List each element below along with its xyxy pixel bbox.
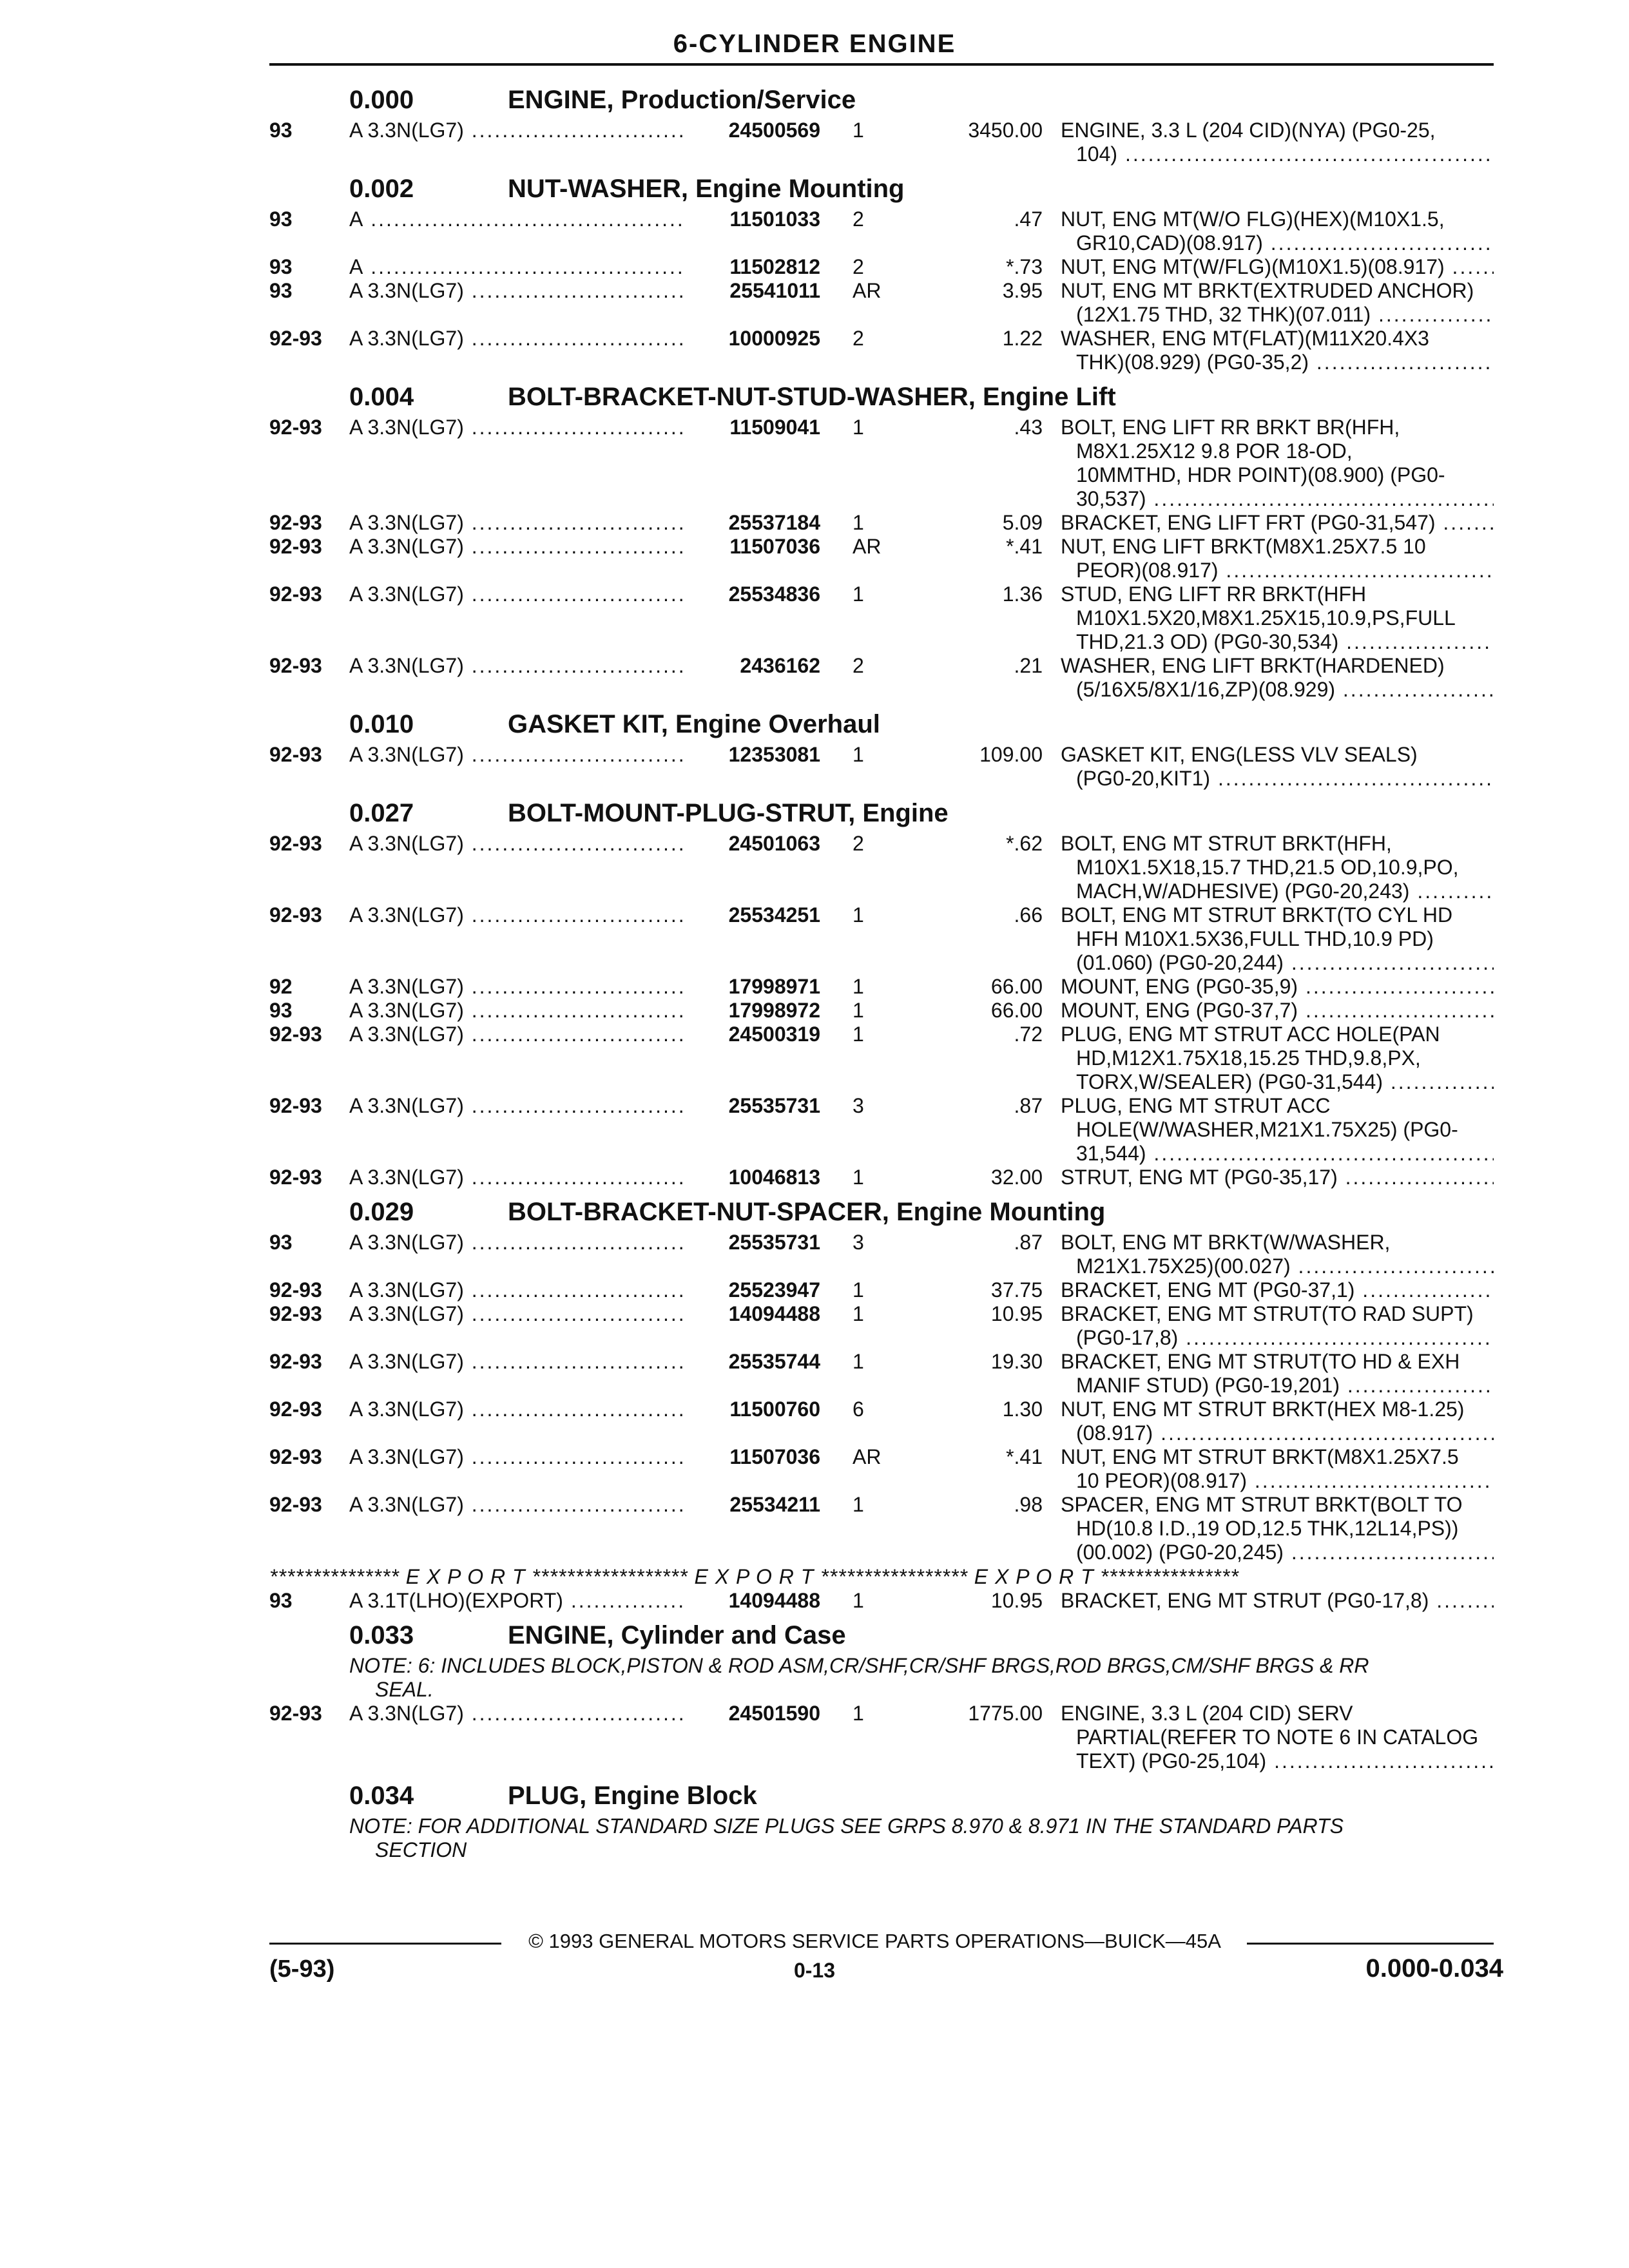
quantity: 2 [853,255,864,278]
section-code: 0.002 [349,175,414,203]
description-line: TEXT) (PG0-25,104) ..... [1061,1749,1494,1773]
application: A 3.3N(LG7) ..... [349,279,684,303]
section-title: GASKET KIT, Engine Overhaul [508,710,880,738]
part-number: 25535731 [686,1231,820,1254]
part-description [1061,1445,1494,1493]
description-line: 10MMTHD, HDR POINT)(08.900) (PG0- [1076,463,1445,486]
section-title: BOLT-BRACKET-NUT-STUD-WASHER, Engine Lift [508,383,1116,411]
description-line: BOLT, ENG MT BRKT(W/WASHER, [1061,1231,1391,1254]
part-number: 14094488 [686,1589,820,1613]
model-year: 92-93 [269,327,322,350]
description-line: BRACKET, ENG MT (PG0-37,1) ..... [1061,1278,1494,1302]
part-row [269,582,1500,654]
description-line: ENGINE, 3.3 L (204 CID) SERV [1061,1702,1353,1725]
section-code: 0.034 [349,1782,414,1810]
application: A 3.3N(LG7) ..... [349,1702,684,1725]
section-title: ENGINE, Production/Service [508,86,856,114]
group-range: 0.000-0.034 [1365,1954,1503,1983]
description-line: (12X1.75 THD, 32 THK)(07.011) ..... [1061,303,1494,327]
description-line: BRACKET, ENG LIFT FRT (PG0-31,547) ..... [1061,511,1494,535]
part-number: 12353081 [686,743,820,767]
part-description [1061,832,1494,903]
part-row [269,1302,1500,1350]
application: A 3.3N(LG7) ..... [349,1445,684,1469]
part-description [1061,903,1494,975]
section-title: NUT-WASHER, Engine Mounting [508,175,905,203]
application: A 3.3N(LG7) ..... [349,582,684,606]
application: A 3.3N(LG7) ..... [349,119,684,142]
part-number: 17998971 [686,975,820,999]
part-number: 25534836 [686,582,820,606]
part-row [269,1094,1500,1166]
description-line: (00.002) (PG0-20,245) ..... [1061,1541,1494,1564]
part-number: 25535744 [686,1350,820,1374]
application: A 3.3N(LG7) ..... [349,999,684,1023]
model-year: 92-93 [269,511,322,534]
part-number: 14094488 [686,1302,820,1326]
model-year: 93 [269,279,293,302]
section-title: BOLT-BRACKET-NUT-SPACER, Engine Mounting [508,1198,1106,1226]
description-line: WASHER, ENG MT(FLAT)(M11X20.4X3 [1061,327,1429,350]
section-heading [269,378,1500,416]
part-description [1061,1398,1494,1445]
price: .72 [1014,1023,1043,1046]
part-description [1061,279,1494,327]
quantity: 1 [853,1166,864,1189]
export-banner: *************** E X P O R T ****************** E X P O R T ***************** E X P O R T **************** [269,1565,1239,1588]
quantity: AR [853,535,882,558]
quantity: 3 [853,1231,864,1254]
description-line: M21X1.75X25)(00.027) ..... [1061,1254,1494,1278]
section-heading [269,706,1500,743]
application: A 3.3N(LG7) ..... [349,1023,684,1046]
description-line: MACH,W/ADHESIVE) (PG0-20,243) ..... [1061,879,1494,903]
quantity: 1 [853,1702,864,1725]
description-line: NUT, ENG LIFT BRKT(M8X1.25X7.5 10 [1061,535,1426,558]
part-row [269,1350,1500,1398]
part-description [1061,535,1494,582]
price: 5.09 [1002,511,1043,534]
quantity: 1 [853,1278,864,1302]
description-line: MOUNT, ENG (PG0-35,9) ..... [1061,975,1494,999]
part-description [1061,416,1494,511]
price: .98 [1014,1493,1043,1516]
model-year: 92 [269,975,293,998]
part-number: 24501590 [686,1702,820,1725]
price: 19.30 [990,1350,1043,1373]
application: A 3.3N(LG7) ..... [349,743,684,767]
application: A 3.3N(LG7) ..... [349,832,684,856]
price: *.41 [1006,535,1043,558]
description-line: SPACER, ENG MT STRUT BRKT(BOLT TO [1061,1493,1463,1516]
section-heading [269,1777,1500,1814]
part-number: 24500569 [686,119,820,142]
part-description [1061,975,1494,999]
quantity: 1 [853,119,864,142]
part-description [1061,1278,1494,1302]
application: A 3.3N(LG7) ..... [349,903,684,927]
model-year: 92-93 [269,654,322,677]
model-year: 92-93 [269,1398,322,1421]
description-line: BOLT, ENG MT STRUT BRKT(HFH, [1061,832,1392,855]
description-line: THK)(08.929) (PG0-35,2) ..... [1061,351,1494,374]
section-heading [269,1617,1500,1654]
application: A 3.3N(LG7) ..... [349,1350,684,1374]
part-description [1061,1166,1494,1189]
copyright-line: © 1993 GENERAL MOTORS SERVICE PARTS OPERATIONS—BUICK—45A [528,1930,1221,1952]
part-row [269,903,1500,975]
part-number: 24500319 [686,1023,820,1046]
price: 37.75 [990,1278,1043,1302]
description-line: PEOR)(08.917) ..... [1061,559,1494,582]
description-line: MOUNT, ENG (PG0-37,7) ..... [1061,999,1494,1023]
application: A 3.3N(LG7) ..... [349,975,684,999]
description-line: (08.917) ..... [1061,1421,1494,1445]
section-note [269,1814,1477,1862]
model-year: 92-93 [269,1350,322,1373]
quantity: 1 [853,975,864,998]
description-line: 31,544) ..... [1061,1142,1494,1166]
part-number: 10000925 [686,327,820,351]
part-number: 11507036 [686,1445,820,1469]
part-row [269,416,1500,511]
part-number: 24501063 [686,832,820,856]
quantity: 3 [853,1094,864,1117]
part-row [269,255,1500,279]
part-number: 10046813 [686,1166,820,1189]
description-line: STRUT, ENG MT (PG0-35,17) ..... [1061,1166,1494,1189]
note-line: NOTE: FOR ADDITIONAL STANDARD SIZE PLUGS SEE GRPS 8.970 & 8.971 IN THE STANDARD PARTS [349,1814,1344,1838]
price: 10.95 [990,1589,1043,1612]
part-description [1061,1702,1494,1773]
description-line: NUT, ENG MT STRUT BRKT(HEX M8-1.25) [1061,1398,1465,1421]
application: A 3.1T(LHO)(EXPORT) ..... [349,1589,684,1613]
model-year: 93 [269,119,293,142]
part-row [269,832,1500,903]
part-row [269,1589,1500,1613]
section-title: BOLT-MOUNT-PLUG-STRUT, Engine [508,799,949,827]
part-description [1061,654,1494,702]
description-line: BRACKET, ENG MT STRUT(TO RAD SUPT) [1061,1302,1474,1325]
description-line: BRACKET, ENG MT STRUT(TO HD & EXH [1061,1350,1460,1373]
section-title: PLUG, Engine Block [508,1782,757,1810]
description-line: TORX,W/SEALER) (PG0-31,544) ..... [1061,1070,1494,1094]
part-row [269,975,1500,999]
part-description [1061,999,1494,1023]
part-row [269,119,1500,166]
section-code: 0.004 [349,383,414,411]
part-description [1061,1350,1494,1398]
description-line: (PG0-17,8) ..... [1061,1326,1494,1350]
part-number: 11507036 [686,535,820,559]
section-code: 0.033 [349,1621,414,1649]
price: 1775.00 [968,1702,1043,1725]
part-number: 2436162 [686,654,820,678]
description-line: STUD, ENG LIFT RR BRKT(HFH [1061,582,1367,606]
part-description [1061,1094,1494,1166]
part-row [269,1702,1500,1773]
application: A 3.3N(LG7) ..... [349,1493,684,1517]
quantity: 1 [853,582,864,606]
model-year: 92-93 [269,1702,322,1725]
description-line: HOLE(W/WASHER,M21X1.75X25) (PG0- [1076,1118,1458,1141]
price: .87 [1014,1231,1043,1254]
description-line: WASHER, ENG LIFT BRKT(HARDENED) [1061,654,1445,677]
quantity: 2 [853,654,864,677]
part-row [269,1023,1500,1094]
description-line: M10X1.5X18,15.7 THD,21.5 OD,10.9,PO, [1076,856,1459,879]
price: 10.95 [990,1302,1043,1325]
part-description [1061,1589,1494,1613]
part-row [269,511,1500,535]
part-description [1061,255,1494,279]
part-description [1061,1023,1494,1094]
note-line: NOTE: 6: INCLUDES BLOCK,PISTON & ROD ASM,CR/SHF,CR/SHF BRGS,ROD BRGS,CM/SHF BRGS & RR [349,1654,1369,1677]
quantity: 1 [853,1350,864,1373]
quantity: 1 [853,1023,864,1046]
description-line: NUT, ENG MT(W/FLG)(M10X1.5)(08.917) ..... [1061,255,1494,279]
description-line: PLUG, ENG MT STRUT ACC [1061,1094,1331,1117]
model-year: 92-93 [269,743,322,766]
section-code: 0.029 [349,1198,414,1226]
description-line: M8X1.25X12 9.8 POR 18-OD, [1076,439,1353,463]
application: A 3.3N(LG7) ..... [349,1231,684,1254]
footer-divider-left [269,1943,501,1945]
description-line: ENGINE, 3.3 L (204 CID)(NYA) (PG0-25, [1061,119,1436,142]
part-number: 25534251 [686,903,820,927]
section-code: 0.000 [349,86,414,114]
model-year: 92-93 [269,416,322,439]
application: A 3.3N(LG7) ..... [349,654,684,678]
model-year: 92-93 [269,1166,322,1189]
price: .43 [1014,416,1043,439]
model-year: 93 [269,1589,293,1612]
description-line: HD(10.8 I.D.,19 OD,12.5 THK,12L14,PS)) [1076,1517,1459,1540]
application: A 3.3N(LG7) ..... [349,1166,684,1189]
price: *.73 [1006,255,1043,278]
application: A 3.3N(LG7) ..... [349,1278,684,1302]
application: A 3.3N(LG7) ..... [349,416,684,439]
part-row [269,999,1500,1023]
application: A 3.3N(LG7) ..... [349,1302,684,1326]
quantity: 2 [853,207,864,231]
part-row [269,654,1500,702]
model-year: 92-93 [269,1094,322,1117]
note-line: SECTION [375,1838,467,1861]
quantity: 1 [853,511,864,534]
quantity: 2 [853,832,864,855]
quantity: 1 [853,1589,864,1612]
quantity: 1 [853,743,864,766]
description-line: PARTIAL(REFER TO NOTE 6 IN CATALOG [1076,1725,1479,1749]
part-number: 25537184 [686,511,820,535]
price: 66.00 [990,999,1043,1022]
price: *.62 [1006,832,1043,855]
page-title: 6-CYLINDER ENGINE [673,30,956,58]
description-line: NUT, ENG MT BRKT(EXTRUDED ANCHOR) [1061,279,1474,302]
section-code: 0.010 [349,710,414,738]
part-row [269,1166,1500,1189]
description-line: THD,21.3 OD) (PG0-30,534) ..... [1061,630,1494,654]
price: 1.30 [1002,1398,1043,1421]
part-row [269,1231,1500,1278]
quantity: 1 [853,1493,864,1516]
description-line: NUT, ENG MT STRUT BRKT(M8X1.25X7.5 [1061,1445,1459,1468]
price: 66.00 [990,975,1043,998]
description-line: M10X1.5X20,M8X1.25X15,10.9,PS,FULL [1076,606,1456,629]
footer-divider-right [1247,1943,1494,1945]
description-line: 104) ..... [1061,142,1494,166]
price: 1.36 [1002,582,1043,606]
quantity: AR [853,1445,882,1468]
price: 3450.00 [968,119,1043,142]
model-year: 93 [269,255,293,278]
model-year: 92-93 [269,1493,322,1516]
description-line: GASKET KIT, ENG(LESS VLV SEALS) [1061,743,1418,766]
part-row [269,207,1500,255]
quantity: 2 [853,327,864,350]
price: *.41 [1006,1445,1043,1468]
part-description [1061,327,1494,374]
part-number: 25523947 [686,1278,820,1302]
description-line: HD,M12X1.75X18,15.25 THD,9.8,PX, [1076,1046,1421,1070]
application: A 3.3N(LG7) ..... [349,1398,684,1421]
description-line: 10 PEOR)(08.917) ..... [1061,1469,1494,1493]
part-description [1061,582,1494,654]
part-row [269,535,1500,582]
price: 109.00 [979,743,1043,766]
note-line: SEAL. [375,1678,434,1701]
application: A 3.3N(LG7) ..... [349,535,684,559]
quantity: 1 [853,999,864,1022]
section-note [269,1654,1477,1702]
model-year: 92-93 [269,903,322,927]
description-line: (01.060) (PG0-20,244) ..... [1061,951,1494,975]
description-line: PLUG, ENG MT STRUT ACC HOLE(PAN [1061,1023,1440,1046]
price: 1.22 [1002,327,1043,350]
price: 3.95 [1002,279,1043,302]
section-heading [269,170,1500,207]
section-code: 0.027 [349,799,414,827]
page-number: 0-13 [793,1959,836,1982]
description-line: BRACKET, ENG MT STRUT (PG0-17,8) ..... [1061,1589,1494,1613]
model-year: 93 [269,999,293,1022]
quantity: 1 [853,416,864,439]
model-year: 92-93 [269,1302,322,1325]
application: A 3.3N(LG7) ..... [349,511,684,535]
description-line: 30,537) ..... [1061,487,1494,511]
quantity: 1 [853,903,864,927]
description-line: MANIF STUD) (PG0-19,201) ..... [1061,1374,1494,1398]
part-number: 25535731 [686,1094,820,1118]
part-number: 11502812 [686,255,820,279]
quantity: 1 [853,1302,864,1325]
description-line: BOLT, ENG LIFT RR BRKT BR(HFH, [1061,416,1400,439]
description-line: BOLT, ENG MT STRUT BRKT(TO CYL HD [1061,903,1453,927]
model-year: 93 [269,207,293,231]
price: .21 [1014,654,1043,677]
parts-list [269,77,1500,1862]
header-divider [269,63,1494,66]
part-row [269,743,1500,791]
part-row [269,1278,1500,1302]
part-row [269,1493,1500,1564]
model-year: 93 [269,1231,293,1254]
part-number: 25534211 [686,1493,820,1517]
part-description [1061,743,1494,791]
part-number: 11501033 [686,207,820,231]
model-year: 92-93 [269,1023,322,1046]
part-number: 25541011 [686,279,820,303]
section-heading [269,81,1500,119]
description-line: GR10,CAD)(08.917) ..... [1061,231,1494,255]
model-year: 92-93 [269,582,322,606]
part-row [269,1445,1500,1493]
price: .47 [1014,207,1043,231]
section-heading [269,1193,1500,1231]
application: A ..... [349,255,684,279]
revision-date: (5-93) [269,1956,335,1983]
application: A 3.3N(LG7) ..... [349,1094,684,1118]
description-line: NUT, ENG MT(W/O FLG)(HEX)(M10X1.5, [1061,207,1445,231]
part-description [1061,1231,1494,1278]
price: 32.00 [990,1166,1043,1189]
model-year: 92-93 [269,535,322,558]
model-year: 92-93 [269,832,322,855]
description-line: (5/16X5/8X1/16,ZP)(08.929) ..... [1061,678,1494,702]
description-line: (PG0-20,KIT1) ..... [1061,767,1494,791]
model-year: 92-93 [269,1278,322,1302]
part-description [1061,207,1494,255]
application: A ..... [349,207,684,231]
part-description [1061,119,1494,166]
model-year: 92-93 [269,1445,322,1468]
part-description [1061,511,1494,535]
part-number: 11500760 [686,1398,820,1421]
part-number: 11509041 [686,416,820,439]
section-heading [269,794,1500,832]
quantity: AR [853,279,882,302]
part-row [269,327,1500,374]
section-title: ENGINE, Cylinder and Case [508,1621,846,1649]
part-number: 17998972 [686,999,820,1023]
part-description [1061,1493,1494,1564]
quantity: 6 [853,1398,864,1421]
part-row [269,279,1500,327]
price: .66 [1014,903,1043,927]
part-description [1061,1302,1494,1350]
part-row [269,1398,1500,1445]
application: A 3.3N(LG7) ..... [349,327,684,351]
description-line: HFH M10X1.5X36,FULL THD,10.9 PD) [1076,927,1434,950]
price: .87 [1014,1094,1043,1117]
